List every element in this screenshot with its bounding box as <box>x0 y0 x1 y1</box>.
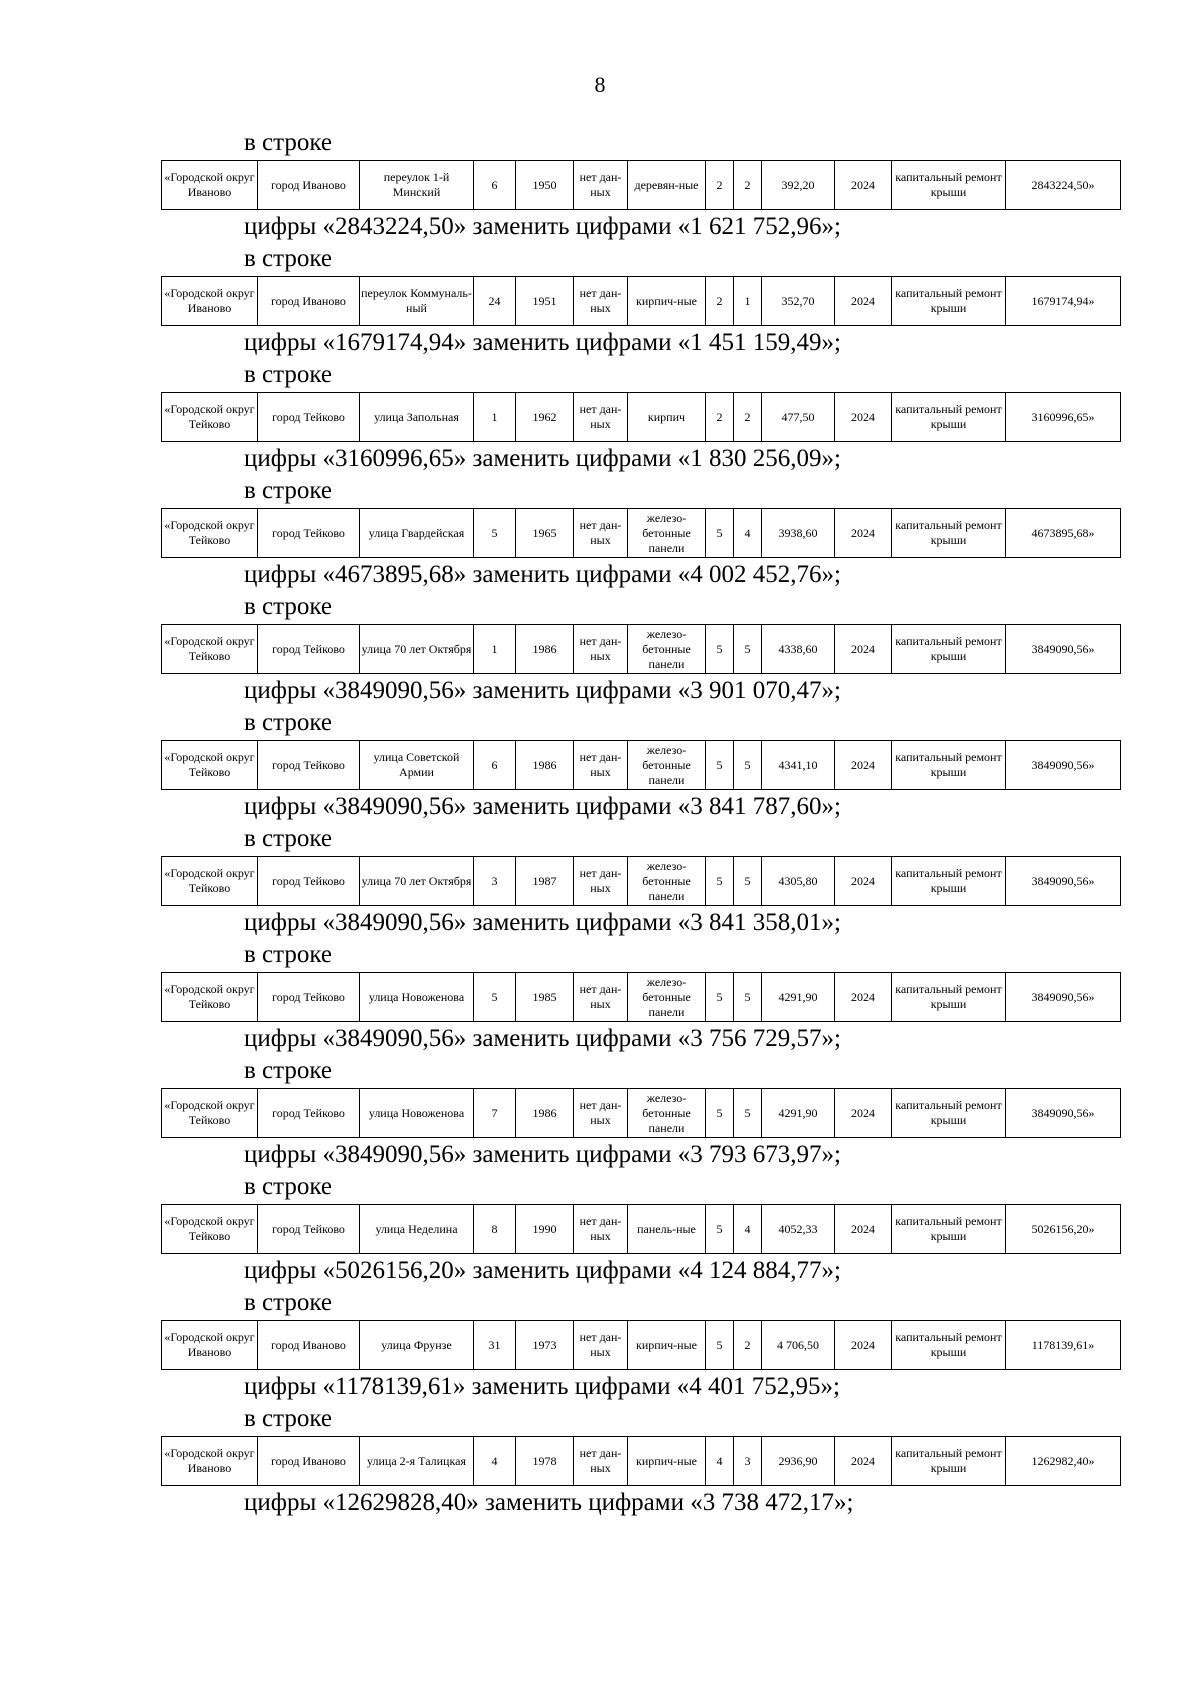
cell-plan-year: 2024 <box>835 857 892 906</box>
amendment-block <box>0 940 1200 1056</box>
cell-wall-material: кирпич-ные <box>628 1321 706 1370</box>
intro-text: в строке <box>244 361 333 388</box>
cell-year-built: 1990 <box>516 1205 574 1254</box>
cell-work-type: капитальный ремонт крыши <box>892 741 1006 790</box>
cell-municipality: «Городской округ Иваново <box>162 1437 258 1486</box>
cell-wall-material: кирпич <box>628 393 706 442</box>
table-row <box>162 1437 1121 1486</box>
cell-floors: 2 <box>706 161 734 210</box>
cell-settlement: город Иваново <box>258 1437 360 1486</box>
intro-text: в строке <box>244 1289 333 1316</box>
replacement-text: цифры «3849090,56» заменить цифрами «3 756 729,57»; <box>244 1025 841 1052</box>
cell-street: улица Запольная <box>360 393 474 442</box>
amendment-block <box>0 128 1200 244</box>
table-row <box>162 393 1121 442</box>
cell-area: 4291,90 <box>762 973 835 1022</box>
amendment-block <box>0 708 1200 824</box>
cell-year-last-repair: нет дан-ных <box>574 1089 628 1138</box>
cell-plan-year: 2024 <box>835 161 892 210</box>
cell-house-number: 1 <box>474 393 516 442</box>
cell-municipality: «Городской округ Тейково <box>162 1089 258 1138</box>
replacement-text: цифры «1178139,61» заменить цифрами «4 401 752,95»; <box>244 1373 840 1400</box>
cell-work-type: капитальный ремонт крыши <box>892 625 1006 674</box>
cell-year-built: 1962 <box>516 393 574 442</box>
cell-floors: 5 <box>706 973 734 1022</box>
cell-year-built: 1986 <box>516 741 574 790</box>
cell-year-last-repair: нет дан-ных <box>574 741 628 790</box>
cell-cost: 4673895,68» <box>1006 509 1121 558</box>
cell-floors: 5 <box>706 1089 734 1138</box>
amended-row-table <box>161 508 1121 558</box>
replacement-text: цифры «3849090,56» заменить цифрами «3 841 358,01»; <box>244 909 841 936</box>
cell-wall-material: панель-ные <box>628 1205 706 1254</box>
cell-year-last-repair: нет дан-ных <box>574 1437 628 1486</box>
cell-house-number: 6 <box>474 741 516 790</box>
cell-street: улица Новоженова <box>360 973 474 1022</box>
cell-house-number: 1 <box>474 625 516 674</box>
cell-wall-material: кирпич-ные <box>628 1437 706 1486</box>
cell-floors: 5 <box>706 741 734 790</box>
cell-floors: 2 <box>706 277 734 326</box>
cell-floors: 5 <box>706 1205 734 1254</box>
cell-year-last-repair: нет дан-ных <box>574 509 628 558</box>
cell-wall-material: деревян-ные <box>628 161 706 210</box>
cell-street: улица Фрунзе <box>360 1321 474 1370</box>
cell-plan-year: 2024 <box>835 509 892 558</box>
intro-text: в строке <box>244 129 333 156</box>
cell-area: 2936,90 <box>762 1437 835 1486</box>
cell-cost: 1679174,94» <box>1006 277 1121 326</box>
page-number: 8 <box>594 72 606 97</box>
cell-settlement: город Тейково <box>258 393 360 442</box>
cell-year-built: 1951 <box>516 277 574 326</box>
cell-cost: 2843224,50» <box>1006 161 1121 210</box>
amended-row-table <box>161 392 1121 442</box>
cell-work-type: капитальный ремонт крыши <box>892 509 1006 558</box>
cell-work-type: капитальный ремонт крыши <box>892 1089 1006 1138</box>
cell-year-built: 1985 <box>516 973 574 1022</box>
amendment-block <box>0 1288 1200 1404</box>
cell-entrances: 2 <box>734 1321 762 1370</box>
cell-street: улица 70 лет Октября <box>360 857 474 906</box>
cell-wall-material: железо-бетонные панели <box>628 509 706 558</box>
cell-work-type: капитальный ремонт крыши <box>892 277 1006 326</box>
intro-text: в строке <box>244 593 333 620</box>
amendment-block <box>0 476 1200 592</box>
cell-year-last-repair: нет дан-ных <box>574 161 628 210</box>
cell-cost: 1178139,61» <box>1006 1321 1121 1370</box>
cell-street: улица Гвардейская <box>360 509 474 558</box>
cell-plan-year: 2024 <box>835 1205 892 1254</box>
cell-house-number: 31 <box>474 1321 516 1370</box>
cell-street: улица 70 лет Октября <box>360 625 474 674</box>
cell-wall-material: железо-бетонные панели <box>628 973 706 1022</box>
cell-municipality: «Городской округ Тейково <box>162 857 258 906</box>
cell-street: улица Неделина <box>360 1205 474 1254</box>
amended-row-table <box>161 1436 1121 1486</box>
cell-settlement: город Тейково <box>258 741 360 790</box>
cell-area: 352,70 <box>762 277 835 326</box>
cell-year-built: 1950 <box>516 161 574 210</box>
cell-year-built: 1986 <box>516 625 574 674</box>
amended-row-table <box>161 624 1121 674</box>
table-row <box>162 509 1121 558</box>
cell-cost: 3849090,56» <box>1006 857 1121 906</box>
cell-floors: 5 <box>706 625 734 674</box>
cell-cost: 3849090,56» <box>1006 1089 1121 1138</box>
cell-wall-material: железо-бетонные панели <box>628 1089 706 1138</box>
cell-entrances: 2 <box>734 161 762 210</box>
cell-plan-year: 2024 <box>835 1089 892 1138</box>
cell-settlement: город Тейково <box>258 509 360 558</box>
cell-municipality: «Городской округ Тейково <box>162 625 258 674</box>
cell-street: улица 2-я Талицкая <box>360 1437 474 1486</box>
cell-area: 4338,60 <box>762 625 835 674</box>
cell-house-number: 6 <box>474 161 516 210</box>
cell-settlement: город Иваново <box>258 277 360 326</box>
amended-row-table <box>161 276 1121 326</box>
intro-text: в строке <box>244 825 333 852</box>
cell-settlement: город Тейково <box>258 1205 360 1254</box>
cell-year-built: 1986 <box>516 1089 574 1138</box>
cell-work-type: капитальный ремонт крыши <box>892 161 1006 210</box>
replacement-text: цифры «1679174,94» заменить цифрами «1 451 159,49»; <box>244 329 841 356</box>
cell-entrances: 2 <box>734 393 762 442</box>
cell-year-last-repair: нет дан-ных <box>574 1205 628 1254</box>
cell-wall-material: кирпич-ные <box>628 277 706 326</box>
amendment-block <box>0 592 1200 708</box>
cell-floors: 5 <box>706 1321 734 1370</box>
cell-floors: 5 <box>706 509 734 558</box>
cell-plan-year: 2024 <box>835 973 892 1022</box>
amended-row-table <box>161 856 1121 906</box>
amendment-block <box>0 1172 1200 1288</box>
cell-municipality: «Городской округ Тейково <box>162 741 258 790</box>
cell-entrances: 1 <box>734 277 762 326</box>
amendment-block <box>0 1404 1200 1520</box>
amendment-block <box>0 1056 1200 1172</box>
table-row <box>162 1205 1121 1254</box>
cell-street: улица Советской Армии <box>360 741 474 790</box>
table-row <box>162 277 1121 326</box>
replacement-text: цифры «3849090,56» заменить цифрами «3 793 673,97»; <box>244 1141 841 1168</box>
cell-work-type: капитальный ремонт крыши <box>892 1437 1006 1486</box>
cell-plan-year: 2024 <box>835 625 892 674</box>
cell-cost: 3160996,65» <box>1006 393 1121 442</box>
cell-floors: 5 <box>706 857 734 906</box>
cell-area: 3938,60 <box>762 509 835 558</box>
cell-house-number: 5 <box>474 509 516 558</box>
cell-plan-year: 2024 <box>835 1437 892 1486</box>
cell-house-number: 4 <box>474 1437 516 1486</box>
cell-municipality: «Городской округ Иваново <box>162 1321 258 1370</box>
cell-settlement: город Тейково <box>258 625 360 674</box>
table-row <box>162 1321 1121 1370</box>
cell-municipality: «Городской округ Иваново <box>162 161 258 210</box>
replacement-text: цифры «4673895,68» заменить цифрами «4 002 452,76»; <box>244 561 841 588</box>
cell-settlement: город Тейково <box>258 973 360 1022</box>
cell-municipality: «Городской округ Тейково <box>162 393 258 442</box>
cell-municipality: «Городской округ Тейково <box>162 509 258 558</box>
replacement-text: цифры «3160996,65» заменить цифрами «1 830 256,09»; <box>244 445 841 472</box>
table-row <box>162 857 1121 906</box>
amendment-block <box>0 244 1200 360</box>
cell-plan-year: 2024 <box>835 277 892 326</box>
cell-area: 4305,80 <box>762 857 835 906</box>
cell-house-number: 7 <box>474 1089 516 1138</box>
amendment-block <box>0 360 1200 476</box>
amended-row-table <box>161 972 1121 1022</box>
cell-work-type: капитальный ремонт крыши <box>892 393 1006 442</box>
cell-cost: 3849090,56» <box>1006 741 1121 790</box>
cell-entrances: 5 <box>734 857 762 906</box>
cell-municipality: «Городской округ Тейково <box>162 973 258 1022</box>
cell-entrances: 5 <box>734 973 762 1022</box>
intro-text: в строке <box>244 245 333 272</box>
cell-house-number: 5 <box>474 973 516 1022</box>
cell-entrances: 4 <box>734 1205 762 1254</box>
cell-work-type: капитальный ремонт крыши <box>892 857 1006 906</box>
cell-floors: 2 <box>706 393 734 442</box>
amended-row-table <box>161 740 1121 790</box>
cell-wall-material: железо-бетонные панели <box>628 857 706 906</box>
cell-house-number: 3 <box>474 857 516 906</box>
replacement-text: цифры «3849090,56» заменить цифрами «3 901 070,47»; <box>244 677 841 704</box>
cell-settlement: город Тейково <box>258 1089 360 1138</box>
cell-year-built: 1965 <box>516 509 574 558</box>
intro-text: в строке <box>244 709 333 736</box>
cell-street: улица Новоженова <box>360 1089 474 1138</box>
replacement-text: цифры «5026156,20» заменить цифрами «4 124 884,77»; <box>244 1257 841 1284</box>
cell-year-last-repair: нет дан-ных <box>574 1321 628 1370</box>
cell-plan-year: 2024 <box>835 1321 892 1370</box>
amended-row-table <box>161 1204 1121 1254</box>
cell-street: переулок Коммуналь-ный <box>360 277 474 326</box>
cell-settlement: город Тейково <box>258 857 360 906</box>
cell-entrances: 5 <box>734 1089 762 1138</box>
replacement-text: цифры «2843224,50» заменить цифрами «1 621 752,96»; <box>244 213 841 240</box>
cell-wall-material: железо-бетонные панели <box>628 741 706 790</box>
cell-work-type: капитальный ремонт крыши <box>892 1321 1006 1370</box>
cell-year-built: 1987 <box>516 857 574 906</box>
cell-plan-year: 2024 <box>835 393 892 442</box>
cell-year-last-repair: нет дан-ных <box>574 393 628 442</box>
cell-area: 4 706,50 <box>762 1321 835 1370</box>
cell-floors: 4 <box>706 1437 734 1486</box>
replacement-text: цифры «3849090,56» заменить цифрами «3 841 787,60»; <box>244 793 841 820</box>
table-row <box>162 973 1121 1022</box>
cell-municipality: «Городской округ Тейково <box>162 1205 258 1254</box>
intro-text: в строке <box>244 477 333 504</box>
cell-street: переулок 1-й Минский <box>360 161 474 210</box>
cell-settlement: город Иваново <box>258 161 360 210</box>
cell-year-last-repair: нет дан-ных <box>574 857 628 906</box>
table-row <box>162 1089 1121 1138</box>
cell-plan-year: 2024 <box>835 741 892 790</box>
cell-wall-material: железо-бетонные панели <box>628 625 706 674</box>
cell-entrances: 4 <box>734 509 762 558</box>
cell-area: 4341,10 <box>762 741 835 790</box>
cell-work-type: капитальный ремонт крыши <box>892 1205 1006 1254</box>
cell-entrances: 5 <box>734 741 762 790</box>
cell-area: 4052,33 <box>762 1205 835 1254</box>
amendment-block <box>0 824 1200 940</box>
cell-entrances: 5 <box>734 625 762 674</box>
cell-cost: 5026156,20» <box>1006 1205 1121 1254</box>
cell-area: 4291,90 <box>762 1089 835 1138</box>
cell-area: 477,50 <box>762 393 835 442</box>
amended-row-table <box>161 160 1121 210</box>
cell-settlement: город Иваново <box>258 1321 360 1370</box>
amended-row-table <box>161 1088 1121 1138</box>
cell-house-number: 24 <box>474 277 516 326</box>
amended-row-table <box>161 1320 1121 1370</box>
cell-municipality: «Городской округ Иваново <box>162 277 258 326</box>
intro-text: в строке <box>244 941 333 968</box>
cell-year-last-repair: нет дан-ных <box>574 277 628 326</box>
cell-cost: 3849090,56» <box>1006 973 1121 1022</box>
table-row <box>162 161 1121 210</box>
document-body <box>0 128 1200 1520</box>
cell-year-last-repair: нет дан-ных <box>574 973 628 1022</box>
replacement-text: цифры «12629828,40» заменить цифрами «3 738 472,17»; <box>244 1489 854 1516</box>
cell-year-built: 1973 <box>516 1321 574 1370</box>
intro-text: в строке <box>244 1405 333 1432</box>
table-row <box>162 741 1121 790</box>
cell-cost: 1262982,40» <box>1006 1437 1121 1486</box>
cell-house-number: 8 <box>474 1205 516 1254</box>
cell-area: 392,20 <box>762 161 835 210</box>
cell-work-type: капитальный ремонт крыши <box>892 973 1006 1022</box>
intro-text: в строке <box>244 1173 333 1200</box>
table-row <box>162 625 1121 674</box>
cell-year-built: 1978 <box>516 1437 574 1486</box>
cell-entrances: 3 <box>734 1437 762 1486</box>
cell-cost: 3849090,56» <box>1006 625 1121 674</box>
cell-year-last-repair: нет дан-ных <box>574 625 628 674</box>
intro-text: в строке <box>244 1057 333 1084</box>
